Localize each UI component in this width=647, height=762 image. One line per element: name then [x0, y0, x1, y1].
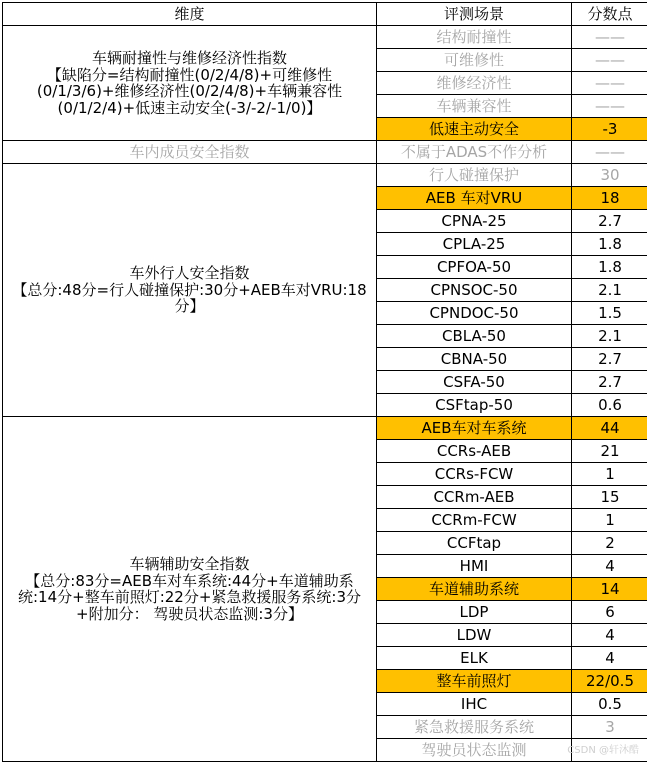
scenario-cell: LDW: [377, 624, 572, 647]
score-cell: ——: [572, 141, 647, 164]
scenario-cell: CSFtap-50: [377, 394, 572, 417]
dimension-formula: 【缺陷分=结构耐撞性(0/2/4/8)+可维修性(0/1/3/6)+维修经济性(0/2/4/8)+车辆兼容性(0/1/2/4)+低速主动安全(-3/-2/-1/0)】: [36, 65, 343, 117]
score-cell: 6: [572, 601, 647, 624]
header-row: [3, 3, 647, 26]
score-cell: 4: [572, 624, 647, 647]
table-row: [3, 417, 647, 440]
score-cell: 15: [572, 486, 647, 509]
dimension-title: 车外行人安全指数: [129, 264, 250, 283]
score-cell: 1: [572, 463, 647, 486]
table-row: [3, 141, 647, 164]
score-cell: 1.8: [572, 256, 647, 279]
scenario-cell: 车道辅助系统: [377, 578, 572, 601]
score-cell: 14: [572, 578, 647, 601]
score-cell: ——: [572, 49, 647, 72]
score-cell: 2.7: [572, 348, 647, 371]
table-body: [3, 3, 647, 762]
score-cell: 30: [572, 164, 647, 187]
scenario-cell: HMI: [377, 555, 572, 578]
scenario-cell: CBNA-50: [377, 348, 572, 371]
dimension-cell: [3, 141, 377, 164]
scenario-cell: CPLA-25: [377, 233, 572, 256]
score-cell: 4: [572, 555, 647, 578]
score-cell: 18: [572, 187, 647, 210]
score-cell: 0.6: [572, 394, 647, 417]
dimension-formula: 【总分:83分=AEB车对车系统:44分+车道辅助系统:14分+整车前照灯:22分+紧急救援服务系统:3分+附加分： 驾驶员状态监测:3分】: [17, 571, 362, 623]
score-cell: 3: [572, 716, 647, 739]
score-cell: 2.1: [572, 325, 647, 348]
scenario-cell: CBLA-50: [377, 325, 572, 348]
score-cell: 21: [572, 440, 647, 463]
score-cell: 2: [572, 532, 647, 555]
scenario-cell: 整车前照灯: [377, 670, 572, 693]
scenario-cell: CPNSOC-50: [377, 279, 572, 302]
score-cell: -3: [572, 118, 647, 141]
header-dimension: 维度: [3, 3, 377, 26]
scenario-cell: 驾驶员状态监测: [377, 739, 572, 762]
score-table: [2, 2, 647, 762]
score-cell: 44: [572, 417, 647, 440]
dimension-cell: [3, 164, 377, 417]
scenario-cell: 维修经济性: [377, 72, 572, 95]
dimension-cell: [3, 417, 377, 762]
scenario-cell: CSFA-50: [377, 371, 572, 394]
score-cell: 2.1: [572, 279, 647, 302]
score-cell: 2.7: [572, 371, 647, 394]
watermark: CSDN @轩沐酷: [567, 745, 639, 756]
scenario-cell: CCRs-FCW: [377, 463, 572, 486]
score-cell: 1.5: [572, 302, 647, 325]
dimension-formula: 【总分:48分=行人碰撞保护:30分+AEB车对VRU:18分】: [12, 280, 367, 316]
dimension-title: 车内成员安全指数: [129, 142, 250, 161]
scenario-cell: LDP: [377, 601, 572, 624]
dimension-title: 车辆辅助安全指数: [129, 555, 250, 573]
scenario-cell: CPNDOC-50: [377, 302, 572, 325]
score-cell: ——: [572, 72, 647, 95]
scenario-cell: CPNA-25: [377, 210, 572, 233]
score-cell: 1: [572, 509, 647, 532]
scenario-cell: AEB车对车系统: [377, 417, 572, 440]
scenario-cell: IHC: [377, 693, 572, 716]
score-cell: 2.7: [572, 210, 647, 233]
score-cell: ——: [572, 26, 647, 49]
score-cell: 1.8: [572, 233, 647, 256]
scenario-cell: 车辆兼容性: [377, 95, 572, 118]
scenario-cell: CCRm-FCW: [377, 509, 572, 532]
scenario-cell: ELK: [377, 647, 572, 670]
scenario-cell: CCRm-AEB: [377, 486, 572, 509]
score-cell: ——: [572, 95, 647, 118]
score-cell: 4: [572, 647, 647, 670]
scenario-cell: 低速主动安全: [377, 118, 572, 141]
scenario-cell: CCFtap: [377, 532, 572, 555]
header-score: 分数点: [572, 3, 647, 26]
scenario-cell: AEB 车对VRU: [377, 187, 572, 210]
scenario-cell: 不属于ADAS不作分析: [377, 141, 572, 164]
scenario-cell: CCRs-AEB: [377, 440, 572, 463]
scenario-cell: 结构耐撞性: [377, 26, 572, 49]
score-cell: 22/0.5: [572, 670, 647, 693]
score-cell: 0.5: [572, 693, 647, 716]
scenario-cell: 可维修性: [377, 49, 572, 72]
scenario-cell: 行人碰撞保护: [377, 164, 572, 187]
dimension-title: 车辆耐撞性与维修经济性指数: [91, 49, 287, 67]
header-scenario: 评测场景: [377, 3, 572, 26]
table-row: [3, 26, 647, 49]
dimension-cell: [3, 26, 377, 141]
scenario-cell: CPFOA-50: [377, 256, 572, 279]
table-row: [3, 164, 647, 187]
scenario-cell: 紧急救援服务系统: [377, 716, 572, 739]
